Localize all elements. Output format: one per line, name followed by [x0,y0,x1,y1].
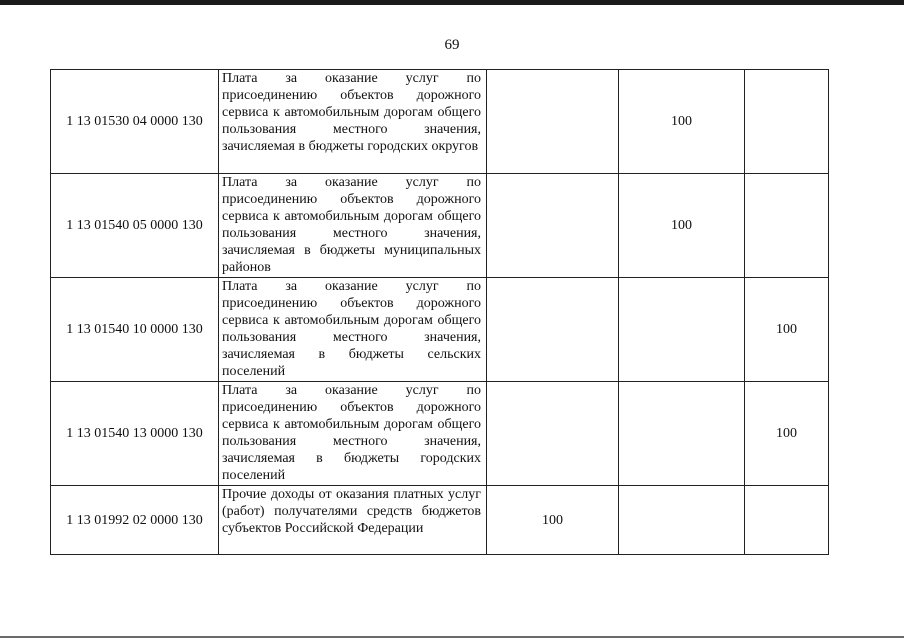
value-cell-regional [487,174,619,278]
revenue-distribution-table [50,69,829,555]
budget-classification-code: 1 13 01992 02 0000 130 [51,486,219,555]
value-cell-settlement [745,70,829,174]
value-cell-regional [487,382,619,486]
table-row [51,70,829,174]
budget-classification-code: 1 13 01540 05 0000 130 [51,174,219,278]
value-cell-regional: 100 [487,486,619,555]
value-cell-settlement: 100 [745,382,829,486]
value-cell-local: 100 [619,70,745,174]
table-row [51,382,829,486]
page-number: 69 [444,37,460,53]
bottom-border-rule [0,636,904,638]
value-cell-settlement [745,486,829,555]
value-cell-settlement [745,174,829,278]
value-cell-local [619,278,745,382]
value-cell-local [619,486,745,555]
revenue-description: Прочие доходы от оказания платных услуг (работ) получателями средств бюджетов субъектов Российской Федерации [219,486,487,555]
top-border-rule [0,0,904,5]
budget-classification-code: 1 13 01530 04 0000 130 [51,70,219,174]
table-row [51,486,829,555]
value-cell-settlement: 100 [745,278,829,382]
value-cell-local [619,382,745,486]
value-cell-regional [487,278,619,382]
table-row [51,174,829,278]
table-row [51,278,829,382]
budget-classification-code: 1 13 01540 10 0000 130 [51,278,219,382]
revenue-description: Плата за оказание услуг по присоединению объектов дорожного сервиса к автомобильным дорогам общего пользования местного значения, зачисляемая в бюджеты сельских поселений [219,278,487,382]
revenue-description: Плата за оказание услуг по присоединению объектов дорожного сервиса к автомобильным дорогам общего пользования местного значения, зачисляемая в бюджеты муниципальных районов [219,174,487,278]
revenue-description: Плата за оказание услуг по присоединению объектов дорожного сервиса к автомобильным дорогам общего пользования местного значения, зачисляемая в бюджеты городских поселений [219,382,487,486]
budget-classification-code: 1 13 01540 13 0000 130 [51,382,219,486]
revenue-description: Плата за оказание услуг по присоединению объектов дорожного сервиса к автомобильным дорогам общего пользования местного значения, зачисляемая в бюджеты городских округов [219,70,487,174]
value-cell-regional [487,70,619,174]
value-cell-local: 100 [619,174,745,278]
